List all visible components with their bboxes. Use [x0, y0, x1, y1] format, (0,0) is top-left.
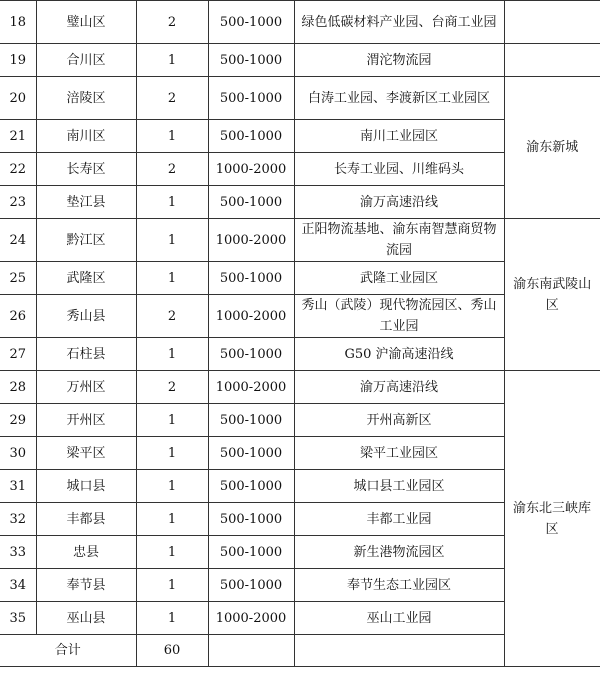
district-name: 黔江区	[36, 219, 136, 262]
area-range: 500-1000	[208, 77, 294, 120]
park-name: 秀山（武陵）现代物流园区、秀山工业园	[294, 295, 504, 338]
row-number: 21	[0, 120, 36, 153]
area-range: 1000-2000	[208, 153, 294, 186]
total-park-empty	[294, 635, 504, 667]
site-count: 1	[136, 602, 208, 635]
table-row	[0, 371, 600, 404]
district-name: 巫山县	[36, 602, 136, 635]
site-count: 1	[136, 404, 208, 437]
area-range: 1000-2000	[208, 602, 294, 635]
site-count: 1	[136, 120, 208, 153]
district-name: 涪陵区	[36, 77, 136, 120]
area-range: 500-1000	[208, 437, 294, 470]
table-row	[0, 1, 600, 44]
park-name: 新生港物流园区	[294, 536, 504, 569]
park-name: 奉节生态工业园区	[294, 569, 504, 602]
row-number: 20	[0, 77, 36, 120]
park-name: 渭沱物流园	[294, 44, 504, 77]
district-name: 万州区	[36, 371, 136, 404]
row-number: 35	[0, 602, 36, 635]
row-number: 29	[0, 404, 36, 437]
row-number: 18	[0, 1, 36, 44]
table-row	[0, 44, 600, 77]
region-cell-empty	[504, 1, 600, 44]
row-number: 28	[0, 371, 36, 404]
park-name: 巫山工业园	[294, 602, 504, 635]
row-number: 32	[0, 503, 36, 536]
region-cell-empty	[504, 44, 600, 77]
park-name: 白涛工业园、李渡新区工业园区	[294, 77, 504, 120]
site-count: 2	[136, 153, 208, 186]
table-row	[0, 219, 600, 262]
area-range: 500-1000	[208, 262, 294, 295]
area-range: 500-1000	[208, 470, 294, 503]
row-number: 19	[0, 44, 36, 77]
site-count: 1	[136, 437, 208, 470]
district-name: 合川区	[36, 44, 136, 77]
row-number: 25	[0, 262, 36, 295]
district-name: 璧山区	[36, 1, 136, 44]
site-count: 1	[136, 186, 208, 219]
park-name: 渝万高速沿线	[294, 186, 504, 219]
area-range: 1000-2000	[208, 219, 294, 262]
park-name: 正阳物流基地、渝东南智慧商贸物流园	[294, 219, 504, 262]
row-number: 23	[0, 186, 36, 219]
district-name: 开州区	[36, 404, 136, 437]
district-name: 奉节县	[36, 569, 136, 602]
row-number: 31	[0, 470, 36, 503]
row-number: 34	[0, 569, 36, 602]
area-range: 500-1000	[208, 536, 294, 569]
park-name: G50 沪渝高速沿线	[294, 338, 504, 371]
site-count: 2	[136, 371, 208, 404]
site-count: 1	[136, 262, 208, 295]
region-northeast-three-gorges: 渝东北三峡库区	[504, 371, 600, 667]
total-count: 60	[136, 635, 208, 667]
row-number: 22	[0, 153, 36, 186]
site-count: 1	[136, 44, 208, 77]
site-count: 1	[136, 338, 208, 371]
row-number: 33	[0, 536, 36, 569]
site-count: 1	[136, 503, 208, 536]
row-number: 30	[0, 437, 36, 470]
area-range: 500-1000	[208, 186, 294, 219]
district-name: 长寿区	[36, 153, 136, 186]
area-range: 500-1000	[208, 503, 294, 536]
park-name: 武隆工业园区	[294, 262, 504, 295]
district-name: 武隆区	[36, 262, 136, 295]
park-name: 南川工业园区	[294, 120, 504, 153]
park-name: 长寿工业园、川维码头	[294, 153, 504, 186]
total-label: 合计	[0, 635, 136, 667]
row-number: 26	[0, 295, 36, 338]
row-number: 27	[0, 338, 36, 371]
area-range: 500-1000	[208, 1, 294, 44]
site-count: 1	[136, 219, 208, 262]
site-count: 1	[136, 536, 208, 569]
park-name: 城口县工业园区	[294, 470, 504, 503]
park-name: 渝万高速沿线	[294, 371, 504, 404]
site-count: 1	[136, 470, 208, 503]
site-count: 2	[136, 77, 208, 120]
site-count: 2	[136, 295, 208, 338]
table-row	[0, 77, 600, 120]
area-range: 1000-2000	[208, 295, 294, 338]
region-east-new-city: 渝东新城	[504, 77, 600, 219]
district-name: 城口县	[36, 470, 136, 503]
district-name: 南川区	[36, 120, 136, 153]
area-range: 500-1000	[208, 569, 294, 602]
total-area-empty	[208, 635, 294, 667]
area-range: 500-1000	[208, 120, 294, 153]
park-name: 开州高新区	[294, 404, 504, 437]
district-name: 石柱县	[36, 338, 136, 371]
park-name: 梁平工业园区	[294, 437, 504, 470]
district-name: 垫江县	[36, 186, 136, 219]
park-name: 绿色低碳材料产业园、台商工业园	[294, 1, 504, 44]
district-name: 梁平区	[36, 437, 136, 470]
row-number: 24	[0, 219, 36, 262]
area-range: 500-1000	[208, 404, 294, 437]
park-name: 丰都工业园	[294, 503, 504, 536]
site-count: 1	[136, 569, 208, 602]
area-range: 1000-2000	[208, 371, 294, 404]
district-name: 忠县	[36, 536, 136, 569]
site-count: 2	[136, 1, 208, 44]
district-name: 丰都县	[36, 503, 136, 536]
district-name: 秀山县	[36, 295, 136, 338]
area-range: 500-1000	[208, 44, 294, 77]
area-range: 500-1000	[208, 338, 294, 371]
region-southeast-wuling: 渝东南武陵山区	[504, 219, 600, 371]
